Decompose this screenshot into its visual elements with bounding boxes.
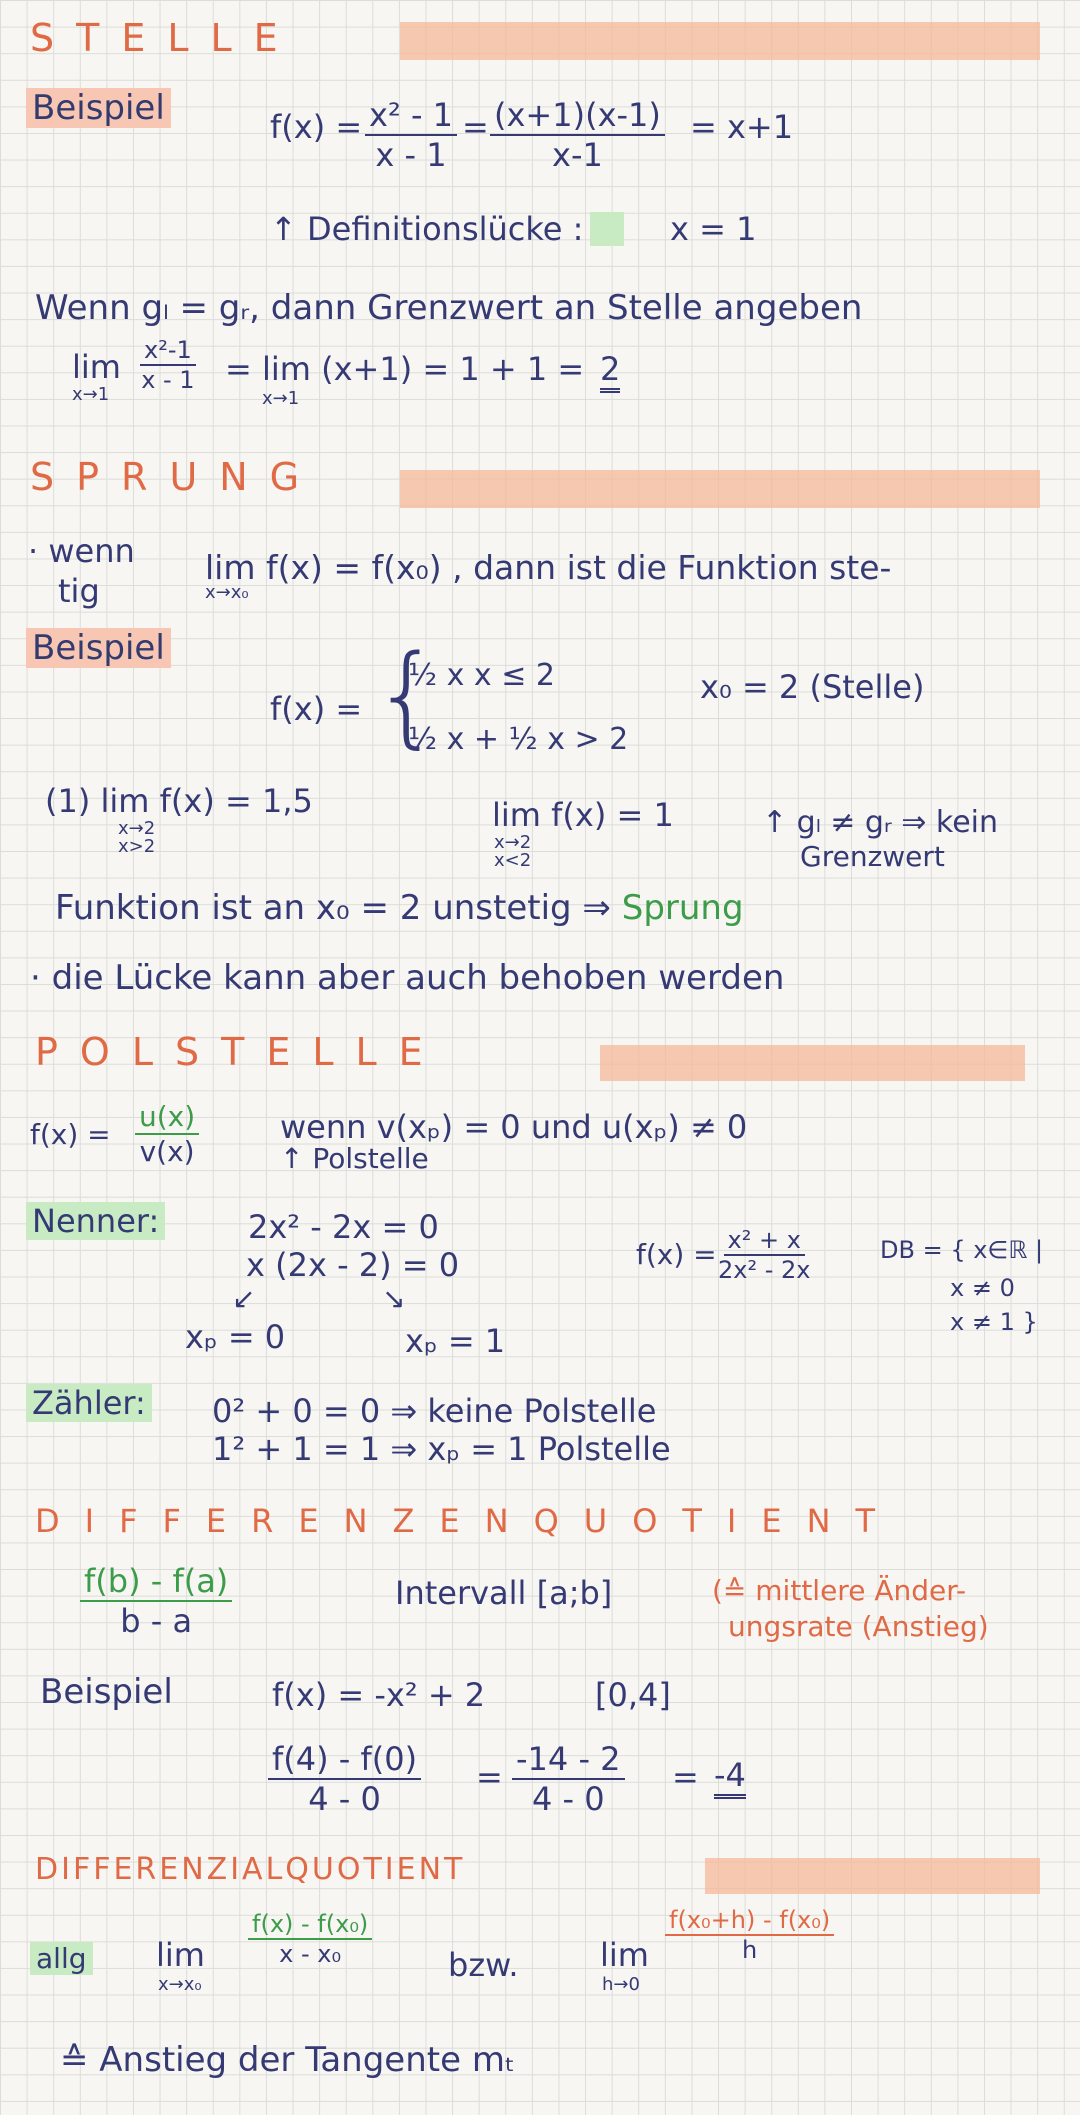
section-title-differenzialquotient: DIFFERENZIALQUOTIENT [35,1852,466,1887]
dq-calc-2 [512,1740,625,1818]
lim-fraction [140,336,196,394]
lim-1-sub2: x>2 [118,836,156,857]
pol-fraction-den: v(x) [139,1135,195,1168]
luecke-value: x = 1 [670,210,757,248]
header-highlight [400,22,1040,60]
beispiel-label: Beispiel [26,88,171,128]
sprung-condition: lim f(x) = f(x₀) , dann ist die Funktion ste- [205,548,892,587]
lim-1-sub1: x→2 [118,818,156,839]
zaehler-label: Zähler: [26,1384,152,1422]
dq-calc-eq2: = [672,1758,699,1796]
diffq-fraction [248,1910,372,1968]
brace: { [372,631,442,759]
fraction-1 [365,96,457,174]
dq-note-1: (≙ mittlere Änder- [712,1574,967,1607]
lim-fraction-num: x²-1 [140,336,196,366]
section-title-differenzenquotient: DIFFERENZENQUOTIENT [35,1502,901,1540]
anstieg-tangente: ≙ Anstieg der Tangente mₜ [60,2040,515,2080]
nenner-eq2: x (2x - 2) = 0 [246,1246,460,1284]
equals: = [462,108,489,146]
case-1: ½ x x ≤ 2 [408,658,555,693]
pol-f2-num: x² + x [724,1226,805,1256]
diffq-num: f(x) - f(x₀) [248,1910,372,1940]
diffq-lim: lim [156,1936,205,1974]
diffq-bzw: bzw. [448,1946,519,1984]
dq-calc-den: 4 - 0 [308,1780,381,1818]
header-highlight [400,470,1040,508]
diffq-den: x - x₀ [279,1940,342,1968]
beispiel-label: Beispiel [26,628,171,668]
lim-rhs: = lim (x+1) = 1 + 1 = [225,350,585,388]
section-title-polstelle: POLSTELLE [35,1030,445,1074]
diffq-lim-sub: x→x₀ [158,1974,202,1995]
dq-calc-den2: 4 - 0 [531,1780,605,1818]
sprung-tig: tig [58,572,100,610]
dq-interval: Intervall [a;b] [395,1574,613,1612]
conclusion [55,888,744,928]
definitionsluecke: ↑ Definitionslücke : [270,210,584,248]
dq-calc-num: f(4) - f(0) [268,1740,421,1780]
pol-fraction-num: u(x) [135,1100,199,1135]
luecke-note: · die Lücke kann aber auch behoben werden [30,958,785,998]
fraction-2-den: x-1 [552,136,603,174]
note-kein: ↑ gₗ ≠ gᵣ ⇒ kein [762,805,999,840]
note-grenzwert: Grenzwert [800,840,945,873]
dq-den: b - a [120,1602,193,1640]
result: = x+1 [690,108,794,146]
fraction-2 [490,96,665,174]
db-line1: DB = { x∈ℝ | [880,1236,1044,1264]
sprung-f-lhs: f(x) = [270,690,363,728]
fraction-2-num: (x+1)(x-1) [490,96,665,136]
xp-1: xₚ = 1 [405,1322,506,1360]
lim-sub: x→1 [72,384,110,405]
section-title-stelle: STELLE [30,16,300,60]
diffq-lim2: lim [600,1936,649,1974]
dq-formula [80,1562,232,1640]
fraction-1-den: x - 1 [375,136,447,174]
lim-word: lim [72,348,121,386]
sprung-condition-sub: x→x₀ [205,582,249,603]
function-lhs: f(x) = [270,108,363,146]
allg-label: allg [30,1942,93,1975]
pol-f2-fraction [718,1226,810,1284]
dq-result: -4 [714,1756,746,1799]
lim-1: (1) lim f(x) = 1,5 [45,782,313,820]
diffq-num2: f(x₀+h) - f(x₀) [665,1906,834,1936]
lim-2: lim f(x) = 1 [492,796,674,834]
header-highlight [705,1858,1040,1894]
section-title-sprung: SPRUNG [30,455,322,499]
lim-fraction-den: x - 1 [141,366,195,394]
dq-calc-eq: = [476,1758,503,1796]
dq-beispiel: Beispiel [40,1672,173,1712]
conclusion-text: Funktion ist an x₀ = 2 unstetig ⇒ [55,888,611,928]
diffq-den2: h [742,1936,758,1964]
diffq-lim2-sub: h→0 [602,1974,640,1995]
header-highlight [600,1045,1025,1081]
arrow-down-left-icon: ↙ [232,1282,256,1315]
pol-fraction [135,1100,199,1168]
dq-interval-value: [0,4] [595,1676,671,1714]
dq-num: f(b) - f(a) [80,1562,232,1602]
zaehler-2: 1² + 1 = 1 ⇒ xₚ = 1 Polstelle [212,1430,671,1468]
case-2: ½ x + ½ x > 2 [408,722,629,757]
lim-2-sub2: x<2 [494,850,532,871]
dq-function: f(x) = -x² + 2 [272,1676,486,1714]
dq-calc-1 [268,1740,421,1818]
pol-condition-sub: ↑ Polstelle [280,1142,429,1175]
pol-f2-lhs: f(x) = [636,1238,717,1271]
conclusion-sprung: Sprung [621,888,744,928]
diffq-fraction-2 [665,1906,834,1964]
x0-stelle: x₀ = 2 (Stelle) [700,668,925,706]
nenner-eq1: 2x² - 2x = 0 [248,1208,439,1246]
pol-condition: wenn v(xₚ) = 0 und u(xₚ) ≠ 0 [280,1108,748,1146]
lim-2-sub1: x→2 [494,832,532,853]
lim-result: 2 [600,350,620,393]
lim-rhs-sub: x→1 [262,388,300,409]
db-line2: x ≠ 0 [950,1274,1015,1302]
pol-f-lhs: f(x) = [30,1118,111,1151]
nenner-label: Nenner: [26,1202,165,1240]
arrow-down-right-icon: ↘ [382,1282,406,1315]
db-line3: x ≠ 1 } [950,1308,1038,1336]
dq-calc-num2: -14 - 2 [512,1740,625,1780]
zaehler-1: 0² + 0 = 0 ⇒ keine Polstelle [212,1392,657,1430]
xp-0: xₚ = 0 [185,1318,286,1356]
dq-note-2: ungsrate (Anstieg) [728,1610,989,1643]
sprung-wenn: · wenn [28,532,135,570]
rule-text: Wenn gₗ = gᵣ, dann Grenzwert an Stelle angeben [35,288,863,328]
green-mark [590,212,624,246]
fraction-1-num: x² - 1 [365,96,457,136]
pol-f2-den: 2x² - 2x [718,1256,811,1284]
